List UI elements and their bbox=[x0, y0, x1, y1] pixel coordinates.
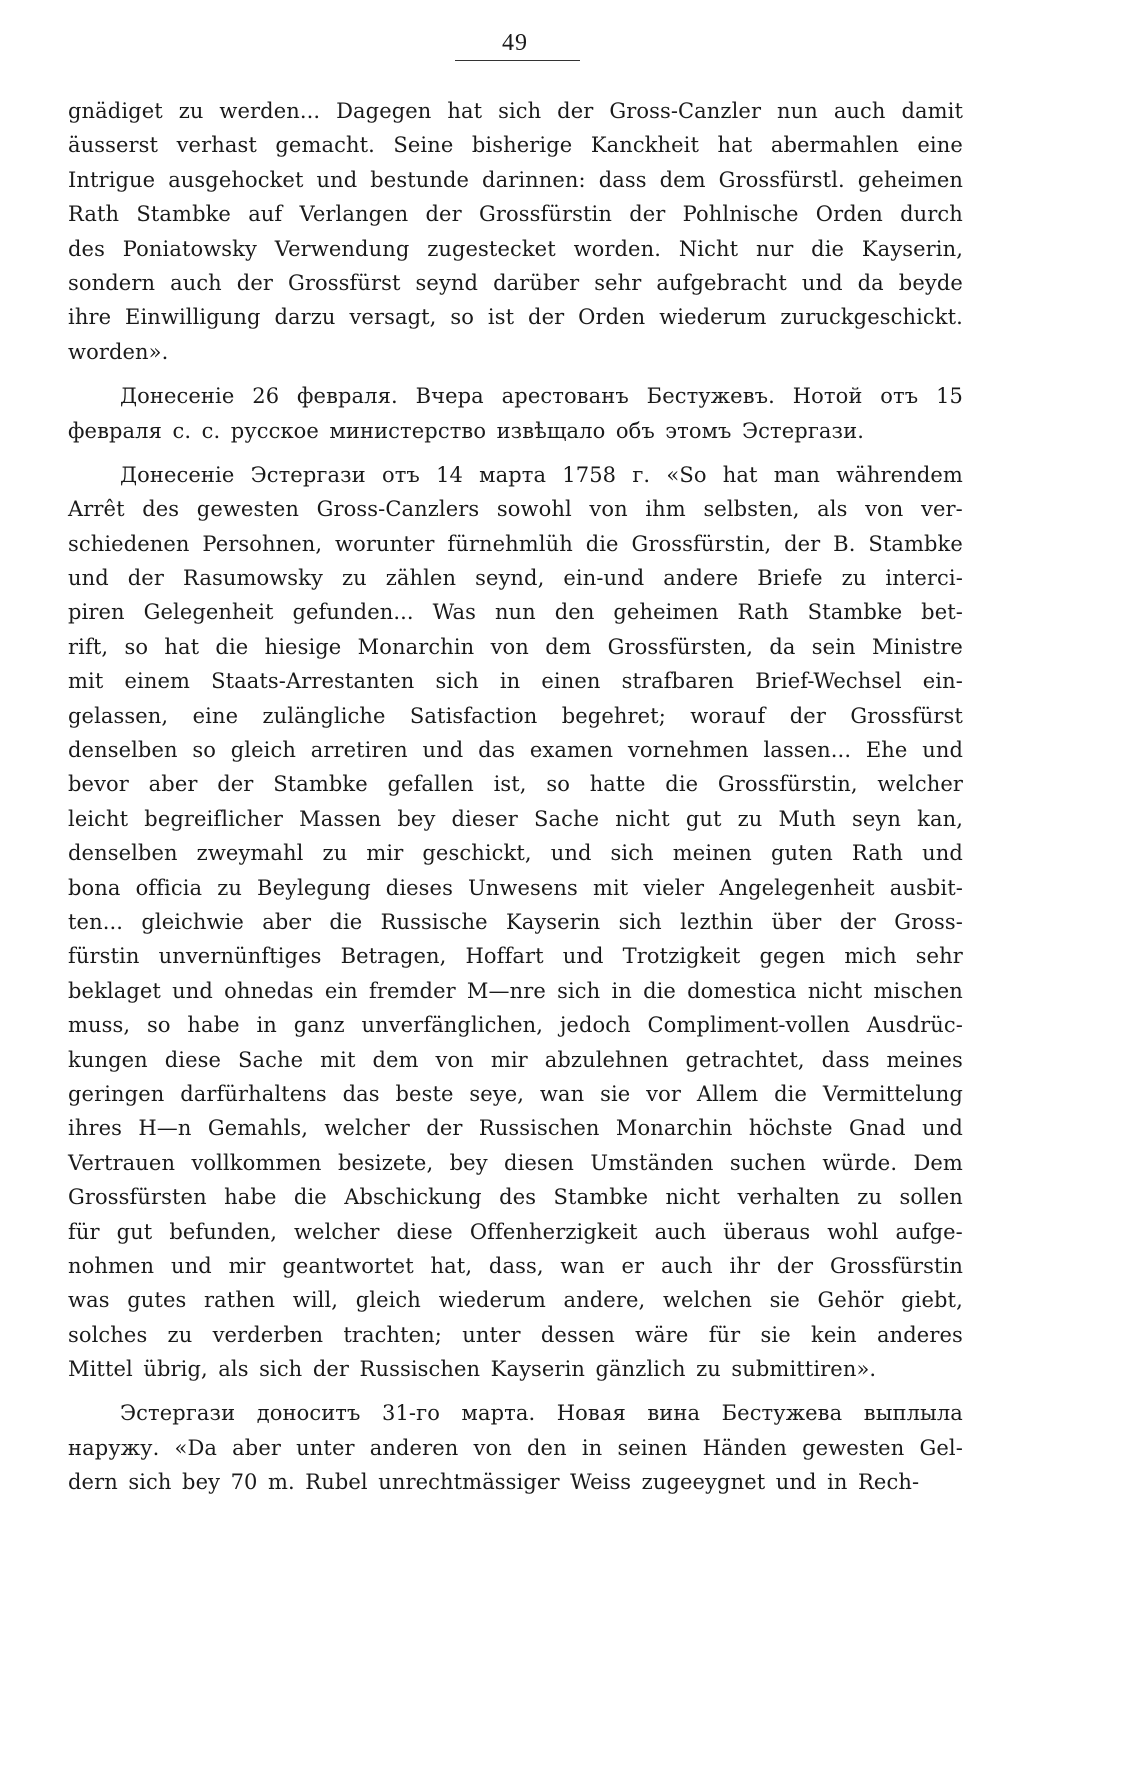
text-line: bevor aber der Stambke gefallen ist, so hatte die Grossfürstin, welcher bbox=[68, 772, 963, 797]
text-line: Arrêt des gewesten Gross-Canzlers sowohl von ihm selbsten, als von ver- bbox=[68, 497, 963, 522]
paragraph-p1 bbox=[68, 94, 963, 369]
text-line: rift, so hat die hiesige Monarchin von dem Grossfürsten, da sein Ministre bbox=[68, 634, 963, 659]
paragraph-p2 bbox=[68, 379, 963, 448]
text-line: Vertrauen vollkommen besizete, bey diesen Umständen suchen würde. Dem bbox=[68, 1150, 963, 1175]
text-line: äusserst verhast gemacht. Seine bisherige Kanckheit hat abermahlen eine bbox=[68, 133, 963, 158]
text-line: наружу. «Da aber unter anderen von den in seinen Händen gewesten Gel- bbox=[68, 1435, 963, 1460]
text-line: sondern auch der Grossfürst seynd darüber sehr aufgebracht und da beyde bbox=[68, 270, 963, 295]
text-line: bona officia zu Beylegung dieses Unwesens mit vieler Angelegenheit ausbit- bbox=[68, 875, 963, 900]
paragraph-p4 bbox=[68, 1396, 963, 1499]
text-line: Донесеніе Эстергази отъ 14 марта 1758 г. «So hat man währendem bbox=[120, 462, 963, 487]
text-line: leicht begreiflicher Massen bey dieser Sache nicht gut zu Muth seyn kan, bbox=[68, 806, 963, 831]
text-line: beklaget und ohnedas ein fremder M—nre sich in die domestica nicht mischen bbox=[68, 978, 963, 1003]
text-line: denselben zweymahl zu mir geschickt, und sich meinen guten Rath und bbox=[68, 841, 963, 866]
text-line: gelassen, eine zulängliche Satisfaction begehret; worauf der Grossfürst bbox=[68, 703, 963, 728]
paragraph-gap bbox=[68, 369, 963, 379]
text-line: kungen diese Sache mit dem von mir abzulehnen getrachtet, dass meines bbox=[68, 1047, 963, 1072]
text-line: Rath Stambke auf Verlangen der Grossfürstin der Pohlnische Orden durch bbox=[68, 202, 963, 227]
text-line: schiedenen Persohnen, worunter fürnehmlüh die Grossfürstin, der B. Stambke bbox=[68, 531, 963, 556]
body-text bbox=[68, 94, 963, 1500]
text-line: denselben so gleich arretiren und das examen vornehmen lassen... Ehe und bbox=[68, 738, 963, 763]
text-line: Grossfürsten habe die Abschickung des Stambke nicht verhalten zu sollen bbox=[68, 1185, 963, 1210]
paragraph-gap bbox=[68, 448, 963, 458]
paragraph-p3 bbox=[68, 458, 963, 1387]
text-line: geringen darfürhaltens das beste seye, wan sie vor Allem die Vermittelung bbox=[68, 1081, 963, 1106]
text-line: fürstin unvernünftiges Betragen, Hoffart und Trotzigkeit gegen mich sehr bbox=[68, 944, 963, 969]
text-line: февраля с. с. русское министерство извѣщало объ этомъ Эстергази. bbox=[68, 418, 864, 443]
text-line: nohmen und mir geantwortet hat, dass, wan er auch ihr der Grossfürstin bbox=[68, 1253, 963, 1278]
text-line: worden». bbox=[68, 339, 169, 364]
text-line: gnädiget zu werden... Dagegen hat sich der Gross-Canzler nun auch damit bbox=[68, 99, 963, 123]
text-line: ten... gleichwie aber die Russische Kayserin sich lezthin über der Gross- bbox=[68, 909, 963, 934]
text-line: ihres H—n Gemahls, welcher der Russischen Monarchin höchste Gnad und bbox=[68, 1116, 963, 1141]
page-number: 49 bbox=[502, 30, 528, 56]
text-line: des Poniatowsky Verwendung zugestecket worden. Nicht nur die Kayserin, bbox=[68, 236, 963, 261]
page-number-rule bbox=[455, 60, 580, 61]
text-line: Mittel übrig, als sich der Russischen Kayserin gänzlich zu submittiren». bbox=[68, 1357, 877, 1382]
text-line: piren Gelegenheit gefunden... Was nun den geheimen Rath Stambke bet- bbox=[68, 600, 963, 625]
text-line: Intrigue ausgehocket und bestunde darinnen: dass dem Grossfürstl. geheimen bbox=[68, 167, 963, 192]
text-line: für gut befunden, welcher diese Offenherzigkeit auch überaus wohl aufge- bbox=[68, 1219, 963, 1244]
text-line: ihre Einwilligung darzu versagt, so ist der Orden wiederum zuruckgeschickt. bbox=[68, 305, 963, 330]
text-line: muss, so habe in ganz unverfänglichen, jedoch Compliment-vollen Ausdrüc- bbox=[68, 1013, 963, 1038]
text-line: Донесеніе 26 февраля. Вчера арестованъ Бестужевъ. Нотой отъ 15 bbox=[120, 384, 963, 409]
text-line: dern sich bey 70 m. Rubel unrechtmässiger Weiss zugeeygnet und in Rech- bbox=[68, 1470, 920, 1495]
text-line: und der Rasumowsky zu zählen seynd, ein-und andere Briefe zu interci- bbox=[68, 566, 963, 591]
paragraph-gap bbox=[68, 1386, 963, 1396]
text-line: Эстергази доноситъ 31-го марта. Новая вина Бестужева выплыла bbox=[120, 1401, 963, 1426]
text-line: solches zu verderben trachten; unter dessen wäre für sie kein anderes bbox=[68, 1322, 963, 1347]
text-line: was gutes rathen will, gleich wiederum andere, welchen sie Gehör giebt, bbox=[68, 1288, 963, 1313]
text-line: mit einem Staats-Arrestanten sich in einen strafbaren Brief-Wechsel ein- bbox=[68, 669, 963, 694]
